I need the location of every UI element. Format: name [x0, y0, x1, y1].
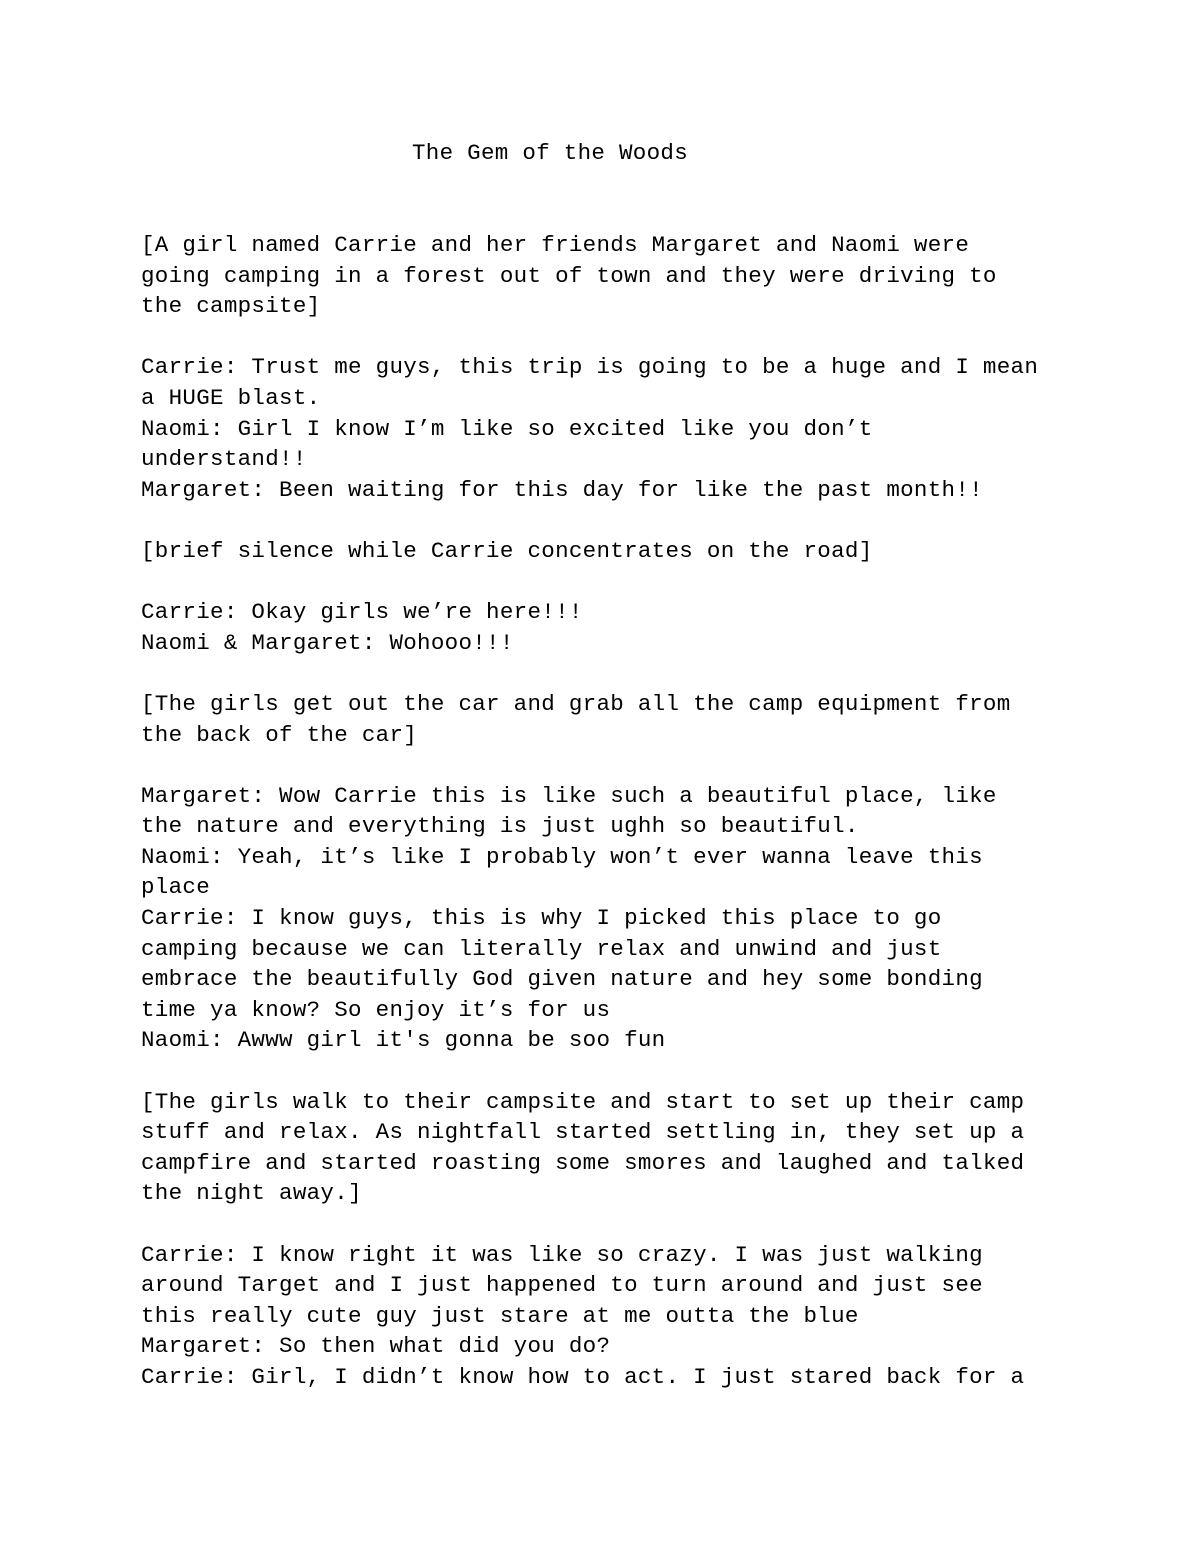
text-line: Carrie: Trust me guys, this trip is going to be a huge and I mean	[141, 354, 1039, 381]
text-line: embrace the beautifully God given nature and hey some bonding	[141, 966, 983, 993]
text-line: Naomi: Girl I know I’m like so excited like you don’t	[141, 415, 873, 442]
text-line: the nature and everything is just ughh so beautiful.	[141, 813, 859, 840]
text-line: place	[141, 874, 211, 901]
text-line: Margaret: Wow Carrie this is like such a beautiful place, like	[141, 782, 997, 809]
text-line: going camping in a forest out of town and they were driving to	[141, 262, 997, 289]
document-title: The Gem of the Woods	[411, 140, 689, 166]
text-line: campfire and started roasting some smores and laughed and talked	[141, 1149, 1025, 1176]
text-line: Naomi: Awww girl it's gonna be soo fun	[141, 1027, 666, 1054]
text-line: [The girls get out the car and grab all the camp equipment from	[141, 690, 1011, 717]
text-line: around Target and I just happened to turn around and just see	[141, 1272, 983, 1299]
text-line: stuff and relax. As nightfall started settling in, they set up a	[141, 1119, 1025, 1146]
blank-line	[141, 750, 1081, 781]
blank-line	[141, 1056, 1081, 1087]
text-line: [The girls walk to their campsite and start to set up their camp	[141, 1088, 1025, 1115]
text-line: Carrie: Okay girls we’re here!!!	[141, 599, 583, 626]
text-line: the back of the car]	[141, 721, 418, 748]
text-line: Margaret: Been waiting for this day for like the past month!!	[141, 476, 983, 503]
blank-line	[141, 505, 1081, 536]
text-line: Carrie: I know right it was like so crazy. I was just walking	[141, 1241, 983, 1268]
text-line: camping because we can literally relax and unwind and just	[141, 935, 942, 962]
text-line: this really cute guy just stare at me outta the blue	[141, 1302, 859, 1329]
text-line: a HUGE blast.	[141, 384, 321, 411]
text-line: Naomi: Yeah, it’s like I probably won’t ever wanna leave this	[141, 843, 983, 870]
blank-line	[141, 567, 1081, 598]
text-line: Carrie: Girl, I didn’t know how to act. I just stared back for a	[141, 1363, 1025, 1390]
text-line: Naomi & Margaret: Wohooo!!!	[141, 629, 514, 656]
blank-line	[141, 1209, 1081, 1240]
document-body	[141, 230, 1081, 1393]
text-line: Carrie: I know guys, this is why I picked this place to go	[141, 905, 942, 932]
blank-line	[141, 322, 1081, 353]
text-line: the night away.]	[141, 1180, 362, 1207]
text-line: the campsite]	[141, 293, 321, 320]
text-line: [brief silence while Carrie concentrates on the road]	[141, 537, 873, 564]
text-line: time ya know? So enjoy it’s for us	[141, 996, 611, 1023]
blank-line	[141, 658, 1081, 689]
text-line: [A girl named Carrie and her friends Margaret and Naomi were	[141, 232, 970, 258]
text-line: Margaret: So then what did you do?	[141, 1333, 611, 1360]
text-line: understand!!	[141, 446, 307, 473]
